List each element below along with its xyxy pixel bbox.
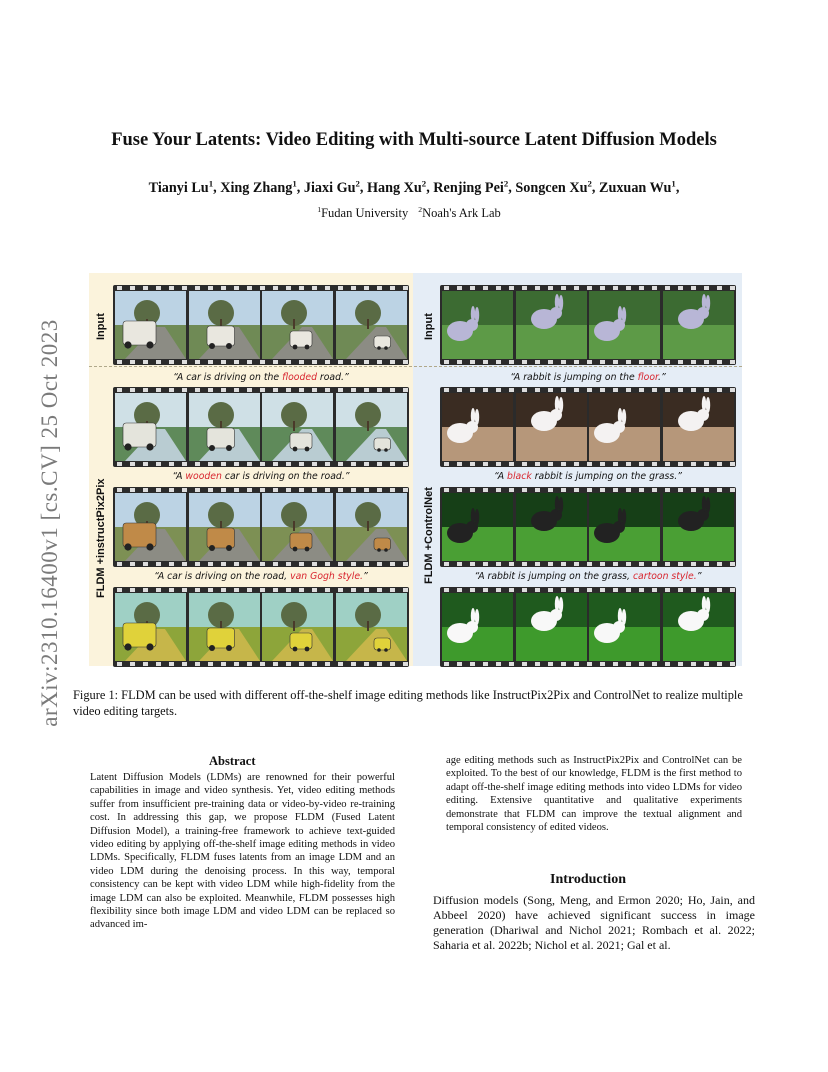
video-frame <box>115 393 186 461</box>
video-frame <box>589 593 660 661</box>
video-frame <box>115 291 186 359</box>
video-frame <box>115 593 186 661</box>
video-frame <box>336 393 407 461</box>
video-frame <box>663 393 734 461</box>
affiliation: $^1$Fudan University <box>317 205 409 221</box>
rabbit-video-strip <box>440 387 736 467</box>
prompt-car-vangogh: “A car is driving on the road, van Gogh style.” <box>154 571 368 582</box>
video-frame <box>336 493 407 561</box>
affiliation: $^2$Noah's Ark Lab <box>418 205 501 221</box>
car-video-strip <box>113 285 409 365</box>
video-frame <box>589 291 660 359</box>
video-frame <box>189 493 260 561</box>
author-name: Zuxuan Wu$^1$ <box>598 178 676 196</box>
prompt-rabbit-black: “A black rabbit is jumping on the grass.” <box>494 471 682 482</box>
author-name: Hang Xu$^2$ <box>367 178 427 196</box>
video-frame <box>589 493 660 561</box>
author-list: Tianyi Lu$^1$, Xing Zhang$^1$, Jiaxi Gu$^2$, Hang Xu$^2$, Renjing Pei$^2$, Songcen Xu$^2$, Zuxuan Wu$^1$, <box>148 178 680 196</box>
video-frame <box>516 593 587 661</box>
abstract-left-column: Latent Diffusion Models (LDMs) are renowned for their powerful capabilities in image and video synthesis. Yet, video editing methods suffer from insufficient pre-training data or video-by-video re-training cost. In addressing this gap, we propose FLDM (Fused Latent Diffusion Model), a training-free framework to achieve text-guided video editing by applying off-the-shelf image editing methods in video LDMs. Specifically, FLDM fuses latents from an image LDM and an video LDM during the denoising process. In this way, temporal consistency can be kept with video LDM while high-fidelity from the image LDM can also be exploited. Meanwhile, FLDM possesses high flexibility since both image LDM and video LDM can be replaced so advanced im- <box>90 772 395 931</box>
video-frame <box>516 493 587 561</box>
rabbit-video-strip <box>440 587 736 667</box>
video-frame <box>442 493 513 561</box>
author-name: Tianyi Lu$^1$ <box>148 178 214 196</box>
video-frame <box>262 493 333 561</box>
abstract-heading: Abstract <box>209 754 256 768</box>
video-frame <box>663 291 734 359</box>
author-name: Xing Zhang$^1$ <box>220 178 297 196</box>
prompt-rabbit-floor: “A rabbit is jumping on the floor.” <box>510 372 666 383</box>
prompt-highlight: black <box>507 471 532 482</box>
video-frame <box>516 291 587 359</box>
video-frame <box>663 493 734 561</box>
video-frame <box>189 393 260 461</box>
prompt-highlight: floor <box>637 372 658 383</box>
abstract-right-column: age editing methods such as InstructPix2Pix and ControlNet can be exploited. To the best of our knowledge, FLDM is the first method to adapt off-the-shelf image editing methods into video LDMs for video editing. Extensive quantitative and qualitative experiments demonstrate that FLDM can improve the textual alignment and temporal consistency of edited videos. <box>446 755 742 834</box>
video-frame <box>663 593 734 661</box>
car-video-strip <box>113 587 409 667</box>
prompt-highlight: wooden <box>185 471 222 482</box>
paper-title: Fuse Your Latents: Video Editing with Multi-source Latent Diffusion Models <box>111 130 717 150</box>
introduction-text: Diffusion models (Song, Meng, and Ermon 2020; Ho, Jain, and Abbeel 2020) have achieved significant success in image generation (Dhariwal and Nichol 2021; Rombach et al. 2022; Saharia et al. 2022b; Nichol et al. 2021; Gal et al. <box>433 893 755 952</box>
prompt-highlight: cartoon style. <box>632 571 697 582</box>
input-divider <box>89 366 742 367</box>
video-frame <box>336 291 407 359</box>
video-frame <box>262 291 333 359</box>
video-frame <box>442 593 513 661</box>
prompt-rabbit-cartoon: “A rabbit is jumping on the grass, cartoon style.” <box>474 571 702 582</box>
author-name: Jiaxi Gu$^2$ <box>303 178 360 196</box>
input-label-left: Input <box>95 313 107 340</box>
video-frame <box>115 493 186 561</box>
method-label-left: FLDM +instructPix2Pix <box>95 478 107 598</box>
video-frame <box>589 393 660 461</box>
author-name: Songcen Xu$^2$ <box>515 178 592 196</box>
rabbit-video-strip <box>440 487 736 567</box>
car-video-strip <box>113 487 409 567</box>
video-frame <box>262 393 333 461</box>
rabbit-video-strip <box>440 285 736 365</box>
arxiv-stamp: arXiv:2310.16400v1 [cs.CV] 25 Oct 2023 <box>37 319 62 727</box>
method-label-right: FLDM +ControlNet <box>423 487 435 584</box>
car-video-strip <box>113 387 409 467</box>
prompt-highlight: van Gogh style. <box>290 571 363 582</box>
video-frame <box>189 291 260 359</box>
prompt-car-flooded: “A car is driving on the flooded road.” <box>173 372 349 383</box>
video-frame <box>336 593 407 661</box>
affiliations <box>0 205 828 221</box>
prompt-highlight: flooded <box>282 372 317 383</box>
introduction-heading: Introduction <box>550 872 626 887</box>
author-name: Renjing Pei$^2$ <box>433 178 509 196</box>
input-label-right: Input <box>423 313 435 340</box>
video-frame <box>442 291 513 359</box>
figure-caption: Figure 1: FLDM can be used with different off-the-shelf image editing methods like InstructPix2Pix and ControlNet to realize multiple video editing targets. <box>73 688 743 718</box>
prompt-car-wooden: “A wooden car is driving on the road.” <box>172 471 350 482</box>
video-frame <box>442 393 513 461</box>
video-frame <box>516 393 587 461</box>
video-frame <box>189 593 260 661</box>
video-frame <box>262 593 333 661</box>
